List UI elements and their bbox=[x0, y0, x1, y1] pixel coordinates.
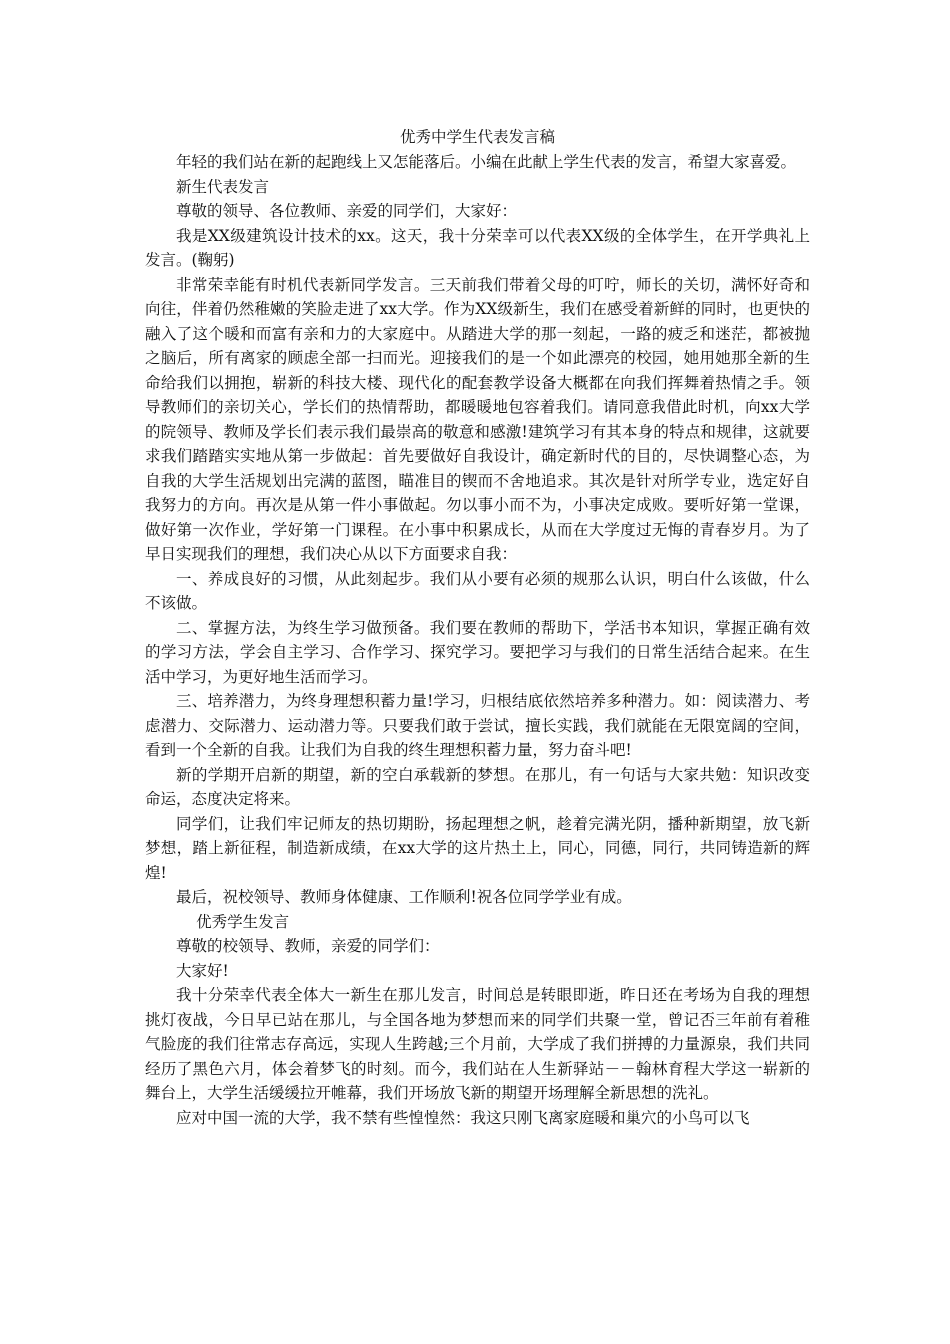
greeting-paragraph: 尊敬的校领导、教师，亲爱的同学们： bbox=[176, 937, 440, 955]
list-item-paragraph: 一、养成良好的习惯，从此刻起步。我们从小要有必须的规那么认识，明白什么该做，什么不该做。 bbox=[145, 569, 810, 612]
list-item-paragraph: 二、掌握方法，为终生学习做预备。我们要在教师的帮助下，学活书本知识，掌握正确有效的学习方法，学会自主学习、合作学习、探究学习。要把学习与我们的日常生活结合起来。在生活中学习，为更好地生活而学习。 bbox=[145, 618, 810, 686]
intro-paragraph: 年轻的我们站在新的起跑线上又怎能落后。小编在此献上学生代表的发言，希望大家喜爱。 bbox=[176, 153, 797, 171]
greeting-paragraph: 大家好! bbox=[176, 961, 229, 980]
body-paragraph: 我十分荣幸代表全体大一新生在那儿发言，时间总是转眼即逝，昨日还在考场为自我的理想挑灯夜战，今日早已站在那儿，与全国各地为梦想而来的同学们共聚一堂，曾记否三年前有着稚气脸庞的我们往常志存高远，实现人生跨越;三个月前，大学成了我们拼搏的力量源泉，我们共同经历了黑色六月，体会着梦飞的时刻。而今，我们站在人生新驿站－－翰林育程大学这一崭新的舞台上，大学生活缓缓拉开帷幕，我们开场放飞新的期望开场理解全新思想的洗礼。 bbox=[145, 986, 810, 1102]
section-heading-freshman: 新生代表发言 bbox=[176, 177, 270, 196]
list-item-paragraph: 三、培养潜力，为终身理想积蓄力量!学习，归根结底依然培养多种潜力。如：阅读潜力、考虑潜力、交际潜力、运动潜力等。只要我们敢于尝试，擅长实践，我们就能在无限宽阔的空间，看到一个全新的自我。让我们为自我的终生理想积蓄力量，努力奋斗吧! bbox=[145, 692, 810, 759]
body-paragraph: 应对中国一流的大学，我不禁有些惶惶然：我这只刚飞离家庭暖和巢穴的小鸟可以飞 bbox=[176, 1108, 750, 1127]
body-paragraph: 非常荣幸能有时机代表新同学发言。三天前我们带着父母的叮咛，师长的关切，满怀好奇和向往，伴着仍然稚嫩的笑脸走进了xx大学。作为XX级新生，我们在感受着新鲜的同时，也更快的融入了这个暖和而富有亲和力的大家庭中。从踏进大学的那一刻起，一路的疲乏和迷茫，都被抛之脑后，所有离家的顾虑全部一扫而光。迎接我们的是一个如此漂亮的校园，她用她那全新的生命给我们以拥抱，崭新的科技大楼、现代化的配套教学设备大概都在向我们挥舞着热情之手。领导教师们的亲切关心，学长们的热情帮助，都暖暖地包容着我们。请同意我借此时机，向xx大学的院领导、教师及学长们表示我们最崇高的敬意和感激!建筑学习有其本身的特点和规律，这就要求我们踏踏实实地从第一步做起：首先要做好自我设计，确定新时代的目的，尽快调整心态，为自我的大学生活规划出完满的蓝图，瞄准目的锲而不舍地追求。其次是针对所学专业，选定好自我努力的方向。再次是从第一件小事做起。勿以事小而不为，小事决定成败。要听好第一堂课，做好第一次作业，学好第一门课程。在小事中积累成长，从而在大学度过无悔的青春岁月。为了早日实现我们的理想，我们决心从以下方面要求自我： bbox=[145, 275, 810, 563]
document-page bbox=[145, 124, 810, 1130]
greeting-paragraph: 尊敬的领导、各位教师、亲爱的同学们，大家好： bbox=[176, 202, 518, 220]
document-title: 优秀中学生代表发言稿 bbox=[399, 128, 555, 146]
body-paragraph: 新的学期开启新的期望，新的空白承载新的梦想。在那儿，有一句话与大家共勉：知识改变命运，态度决定将来。 bbox=[145, 765, 810, 808]
body-paragraph: 同学们，让我们牢记师友的热切期盼，扬起理想之帆，趁着完满光阴，播种新期望，放飞新梦想，踏上新征程，制造新成绩，在xx大学的这片热土上，同心，同德，同行，共同铸造新的辉煌! bbox=[145, 814, 810, 882]
section-heading-excellent-student: 优秀学生发言 bbox=[196, 912, 290, 931]
closing-paragraph: 最后，祝校领导、教师身体健康、工作顺利!祝各位同学学业有成。 bbox=[176, 888, 632, 906]
body-paragraph: 我是XX级建筑设计技术的xx。这天，我十分荣幸可以代表XX级的全体学生，在开学典礼上发言。(鞠躬) bbox=[145, 226, 810, 269]
